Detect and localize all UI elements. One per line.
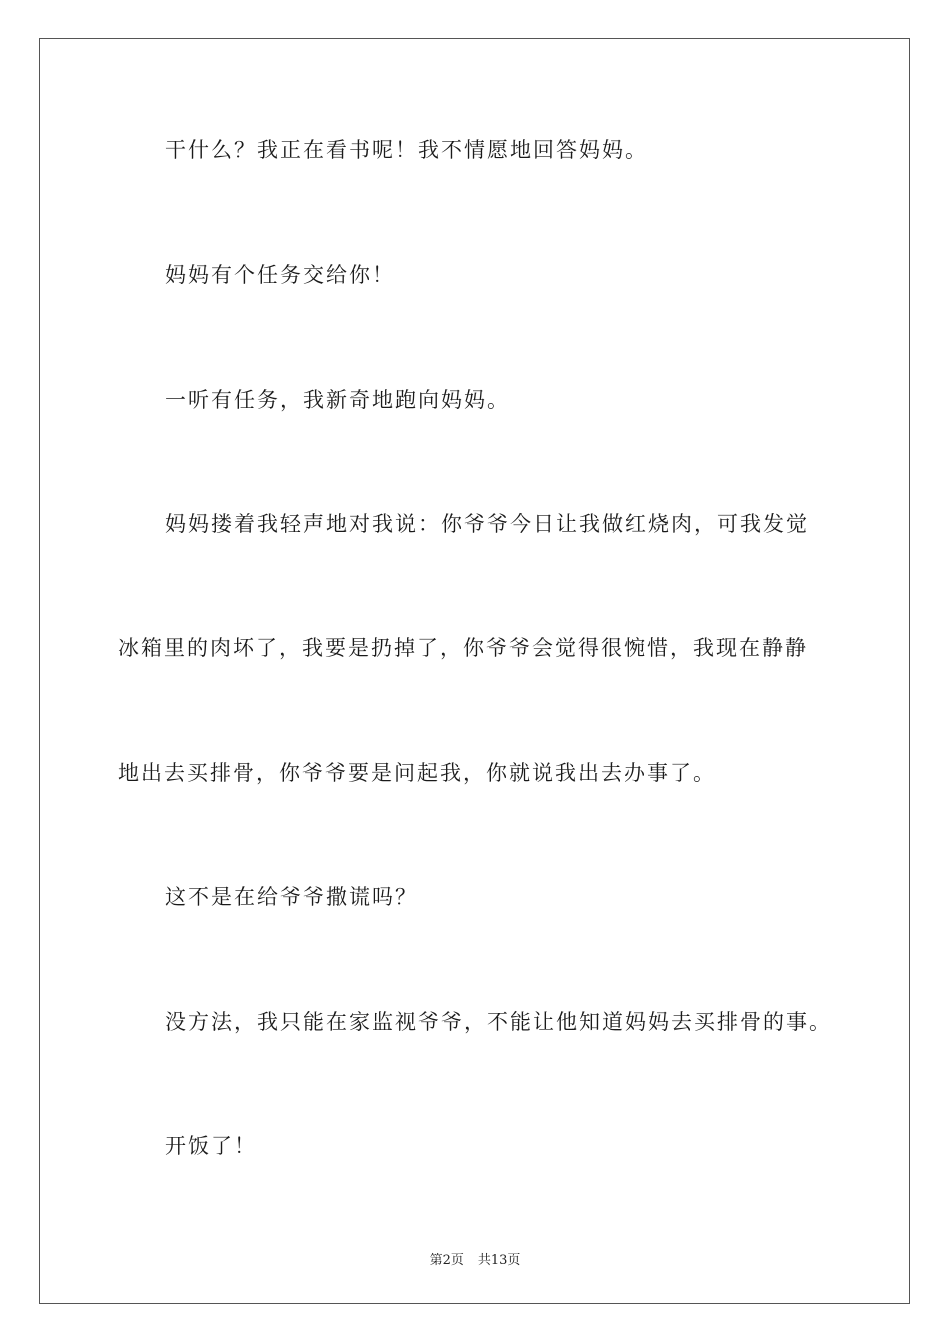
- page-frame: [39, 38, 910, 1304]
- paragraph-8: 没方法，我只能在家监视爷爷，不能让他知道妈妈去买排骨的事。: [165, 1010, 832, 1034]
- paragraph-4: 妈妈搂着我轻声地对我说：你爷爷今日让我做红烧肉，可我发觉: [165, 512, 809, 536]
- page-footer: [0, 1249, 950, 1268]
- paragraph-1: 干什么？我正在看书呢！我不情愿地回答妈妈。: [165, 138, 648, 162]
- paragraph-3: 一听有任务，我新奇地跑向妈妈。: [165, 388, 510, 412]
- paragraph-7: 这不是在给爷爷撒谎吗？: [165, 885, 418, 909]
- paragraph-6: 地出去买排骨，你爷爷要是问起我，你就说我出去办事了。: [118, 761, 716, 785]
- page-number: 第2页: [429, 1253, 464, 1268]
- paragraph-5: 冰箱里的肉坏了，我要是扔掉了，你爷爷会觉得很惋惜，我现在静静: [118, 636, 808, 660]
- paragraph-2: 妈妈有个任务交给你！: [165, 263, 395, 287]
- paragraph-9: 开饭了！: [165, 1134, 257, 1158]
- page-total: 共13页: [477, 1253, 521, 1268]
